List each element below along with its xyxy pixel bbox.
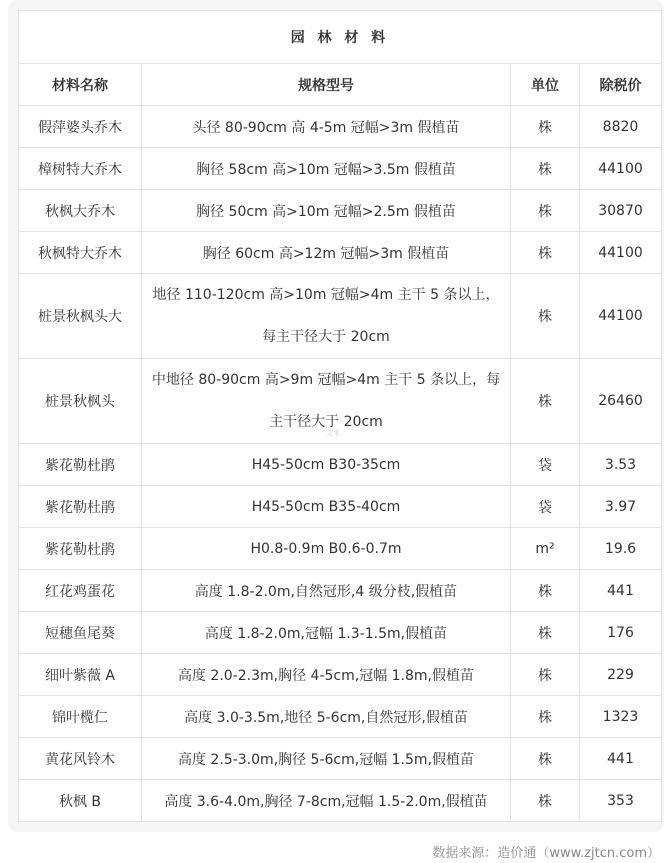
material-name: 紫花勒杜鹃: [19, 528, 142, 570]
table-row: [19, 190, 662, 232]
materials-table: [18, 10, 662, 822]
material-spec: 胸径 60cm 高>12m 冠幅>3m 假植苗: [142, 232, 511, 274]
material-spec: H45-50cm B35-40cm: [142, 486, 511, 528]
material-name: 黄花风铃木: [19, 738, 142, 780]
table-row: [19, 654, 662, 696]
material-name: 秋枫大乔木: [19, 190, 142, 232]
material-spec: H0.8-0.9m B0.6-0.7m: [142, 528, 511, 570]
column-header-spec: 规格型号: [142, 64, 511, 106]
material-name: 红花鸡蛋花: [19, 570, 142, 612]
material-unit: 株: [511, 780, 580, 822]
material-spec: H45-50cm B30-35cm: [142, 444, 511, 486]
table-row: [19, 780, 662, 822]
material-price: 229: [580, 654, 662, 696]
table-row: [19, 359, 662, 444]
material-unit: 株: [511, 654, 580, 696]
material-price: 44100: [580, 274, 662, 359]
material-name: 紫花勒杜鹃: [19, 486, 142, 528]
material-price: 353: [580, 780, 662, 822]
table-row: [19, 486, 662, 528]
material-unit: 株: [511, 148, 580, 190]
material-price: 1323: [580, 696, 662, 738]
column-header-unit: 单位: [511, 64, 580, 106]
material-price: 30870: [580, 190, 662, 232]
material-name: 紫花勒杜鹃: [19, 444, 142, 486]
header-row: [19, 64, 662, 106]
column-header-price: 除税价: [580, 64, 662, 106]
material-unit: 株: [511, 274, 580, 359]
table-row: [19, 106, 662, 148]
table-row: [19, 444, 662, 486]
column-header-name: 材料名称: [19, 64, 142, 106]
material-price: 44100: [580, 148, 662, 190]
material-price: 44100: [580, 232, 662, 274]
table-row: [19, 612, 662, 654]
material-unit: 株: [511, 696, 580, 738]
material-price: 8820: [580, 106, 662, 148]
material-unit: 袋: [511, 444, 580, 486]
material-name: 桩景秋枫头: [19, 359, 142, 444]
material-spec: 头径 80-90cm 高 4-5m 冠幅>3m 假植苗: [142, 106, 511, 148]
material-price: 26460: [580, 359, 662, 444]
material-price: 3.97: [580, 486, 662, 528]
material-spec: 胸径 58cm 高>10m 冠幅>3.5m 假植苗: [142, 148, 511, 190]
material-price: 441: [580, 570, 662, 612]
watermark: 艾米: [326, 429, 340, 437]
material-price: 176: [580, 612, 662, 654]
material-spec: 高度 2.0-2.3m,胸径 4-5cm,冠幅 1.8m,假植苗: [142, 654, 511, 696]
material-unit: 株: [511, 359, 580, 444]
material-spec: 高度 3.6-4.0m,胸径 7-8cm,冠幅 1.5-2.0m,假植苗: [142, 780, 511, 822]
table-row: [19, 528, 662, 570]
data-source-note: 数据来源：造价通（www.zjtcn.com）: [432, 846, 660, 861]
material-price: 441: [580, 738, 662, 780]
material-spec: 地径 110-120cm 高>10m 冠幅>4m 主干 5 条以上，每主干径大于 20cm: [142, 274, 511, 359]
material-name: 秋枫特大乔木: [19, 232, 142, 274]
material-name: 短穗鱼尾葵: [19, 612, 142, 654]
table-row: [19, 696, 662, 738]
material-unit: 株: [511, 738, 580, 780]
material-unit: 株: [511, 570, 580, 612]
table-row: [19, 738, 662, 780]
material-unit: m²: [511, 528, 580, 570]
table-row: [19, 232, 662, 274]
table-title: 园 林 材 料: [19, 11, 662, 64]
material-unit: 株: [511, 612, 580, 654]
table-row: [19, 570, 662, 612]
material-spec: 中地径 80-90cm 高>9m 冠幅>4m 主干 5 条以上，每主干径大于 20cm: [142, 359, 511, 444]
table-row: [19, 148, 662, 190]
material-spec: 高度 1.8-2.0m,自然冠形,4 级分枝,假植苗: [142, 570, 511, 612]
material-spec: 高度 1.8-2.0m,冠幅 1.3-1.5m,假植苗: [142, 612, 511, 654]
material-name: 锦叶榄仁: [19, 696, 142, 738]
material-spec: 高度 3.0-3.5m,地径 5-6cm,自然冠形,假植苗: [142, 696, 511, 738]
material-unit: 株: [511, 106, 580, 148]
material-name: 假萍婆头乔木: [19, 106, 142, 148]
material-name: 樟树特大乔木: [19, 148, 142, 190]
material-spec: 胸径 50cm 高>10m 冠幅>2.5m 假植苗: [142, 190, 511, 232]
material-price: 3.53: [580, 444, 662, 486]
material-spec: 高度 2.5-3.0m,胸径 5-6cm,冠幅 1.5m,假植苗: [142, 738, 511, 780]
material-name: 桩景秋枫头大: [19, 274, 142, 359]
table-row: [19, 274, 662, 359]
material-name: 细叶紫薇 A: [19, 654, 142, 696]
material-price: 19.6: [580, 528, 662, 570]
material-name: 秋枫 B: [19, 780, 142, 822]
material-unit: 袋: [511, 486, 580, 528]
material-unit: 株: [511, 190, 580, 232]
material-unit: 株: [511, 232, 580, 274]
